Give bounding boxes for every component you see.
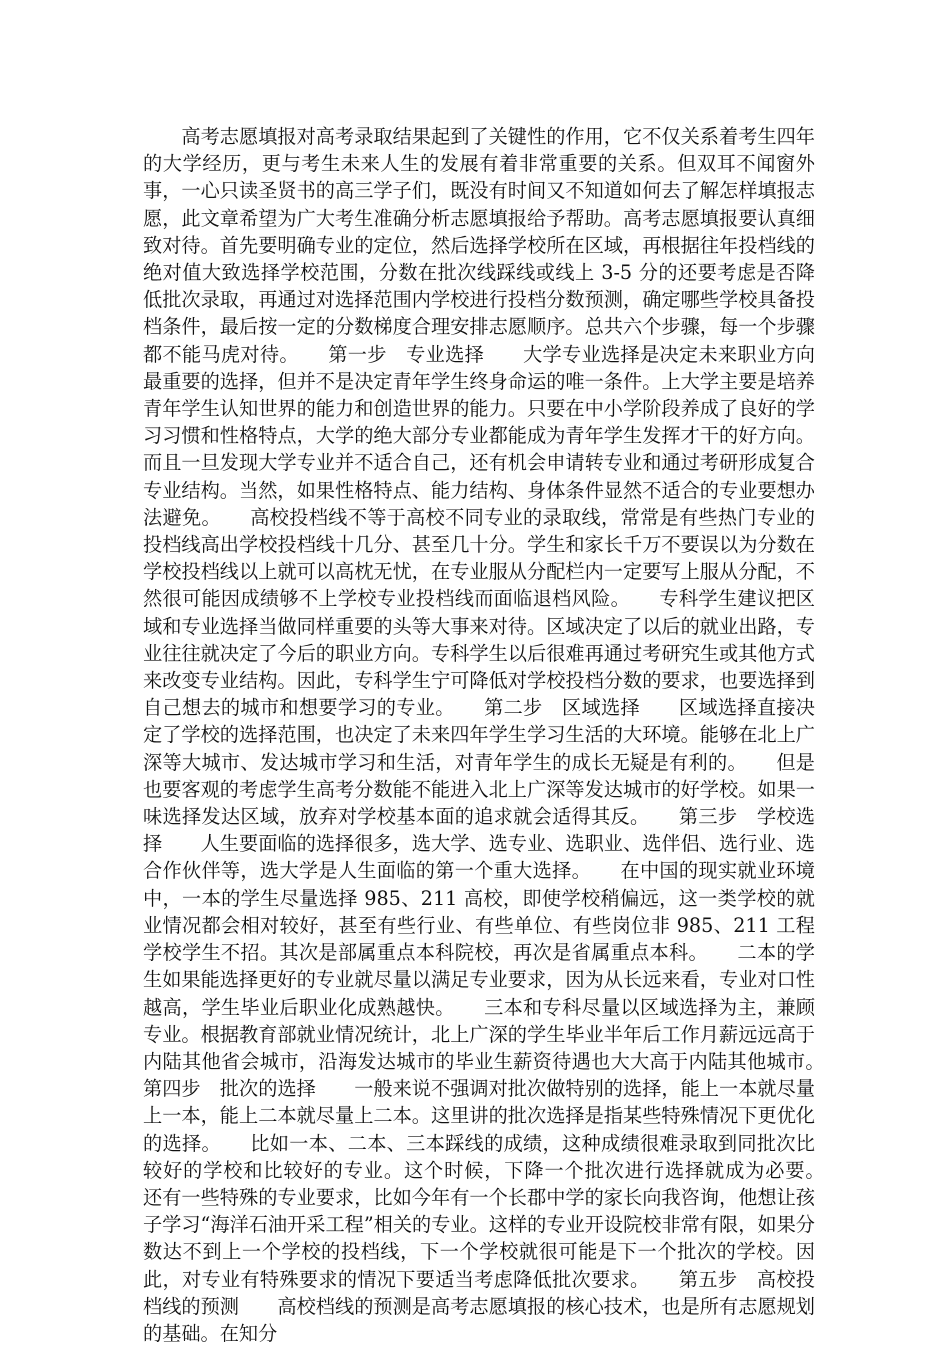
body-paragraph: 高考志愿填报对高考录取结果起到了关键性的作用，它不仅关系着考生四年的大学经历，更与考生未来人生的发展有着非常重要的关系。但双耳不闻窗外事，一心只读圣贤书的高三学子们，既没有时间又不知道如何去了解怎样填报志愿，此文章希望为广大考生准确分析志愿填报给予帮助。高考志愿填报要认真细致对待。首先要明确专业的定位，然后选择学校所在区域，再根据往年投档线的绝对值大致选择学校范围，分数在批次线踩线或线上 3-5 分的还要考虑是否降低批次录取，再通过对选择范围内学校进行投档分数预测，确定哪些学校具备投档条件，最后按一定的分数梯度合理安排志愿顺序。总共六个步骤，每一个步骤都不能马虎对待。 第一步 专业选择 大学专业选择是决定未来职业方向最重要的选择，但并不是决定青年学生终身命运的唯一条件。上大学主要是培养青年学生认知世界的能力和创造世界的能力。只要在中小学阶段养成了良好的学习习惯和性格特点，大学的绝大部分专业都能成为青年学生发挥才干的好方向。而且一旦发现大学专业并不适合自己，还有机会申请转专业和通过考研形成复合专业结构。当然，如果性格特点、能力结构、身体条件显然不适合的专业要想办法避免。 高校投档线不等于高校不同专业的录取线，常常是有些热门专业的投档线高出学校投档线十几分、甚至几十分。学生和家长千万不要误以为分数在学校投档线以上就可以高枕无忧，在专业服从分配栏内一定要写上服从分配，不然很可能因成绩够不上学校专业投档线而面临退档风险。 专科学生建议把区域和专业选择当做同样重要的头等大事来对待。区域决定了以后的就业出路，专业往往就决定了今后的职业方向。专科学生以后很难再通过考研究生或其他方式来改变专业结构。因此，专科学生宁可降低对学校投档分数的要求，也要选择到自己想去的城市和想要学习的专业。 第二步 区域选择 区域选择直接决定了学校的选择范围，也决定了未来四年学生学习生活的大环境。能够在北上广深等大城市、发达城市学习和生活，对青年学生的成长无疑是有利的。 但是也要客观的考虑学生高考分数能不能进入北上广深等发达城市的好学校。如果一味选择发达区域，放弃对学校基本面的追求就会适得其反。 第三步 学校选择 人生要面临的选择很多，选大学、选专业、选职业、选伴侣、选行业、选合作伙伴等，选大学是人生面临的第一个重大选择。 在中国的现实就业环境中，一本的学生尽量选择 985、211 高校，即使学校稍偏远，这一类学校的就业情况都会相对较好，甚至有些行业、有些单位、有些岗位非 985、211 工程学校学生不招。其次是部属重点本科院校，再次是省属重点本科。 二本的学生如果能选择更好的专业就尽量以满足专业要求，因为从长远来看，专业对口性越高，学生毕业后职业化成熟越快。 三本和专科尽量以区域选择为主，兼顾专业。根据教育部就业情况统计，北上广深的学生毕业半年后工作月薪远远高于内陆其他省会城市，沿海发达城市的毕业生薪资待遇也大大高于内陆其他城市。 第四步 批次的选择 一般来说不强调对批次做特别的选择，能上一本就尽量上一本，能上二本就尽量上二本。这里讲的批次选择是指某些特殊情况下更优化的选择。 比如一本、二本、三本踩线的成绩，这种成绩很难录取到同批次比较好的学校和比较好的专业。这个时候，下降一个批次进行选择就成为必要。 还有一些特殊的专业要求，比如今年有一个长郡中学的家长向我咨询，他想让孩子学习“海洋石油开采工程”相关的专业。这样的专业开设院校非常有限，如果分数达不到上一个学校的投档线，下一个学校就很可能是下一个批次的学校。因此，对专业有特殊要求的情况下要适当考虑降低批次要求。 第五步 高校投档线的预测 高校档线的预测是高考志愿填报的核心技术，也是所有志愿规划的基础。在知分	[143, 125, 854, 1345]
